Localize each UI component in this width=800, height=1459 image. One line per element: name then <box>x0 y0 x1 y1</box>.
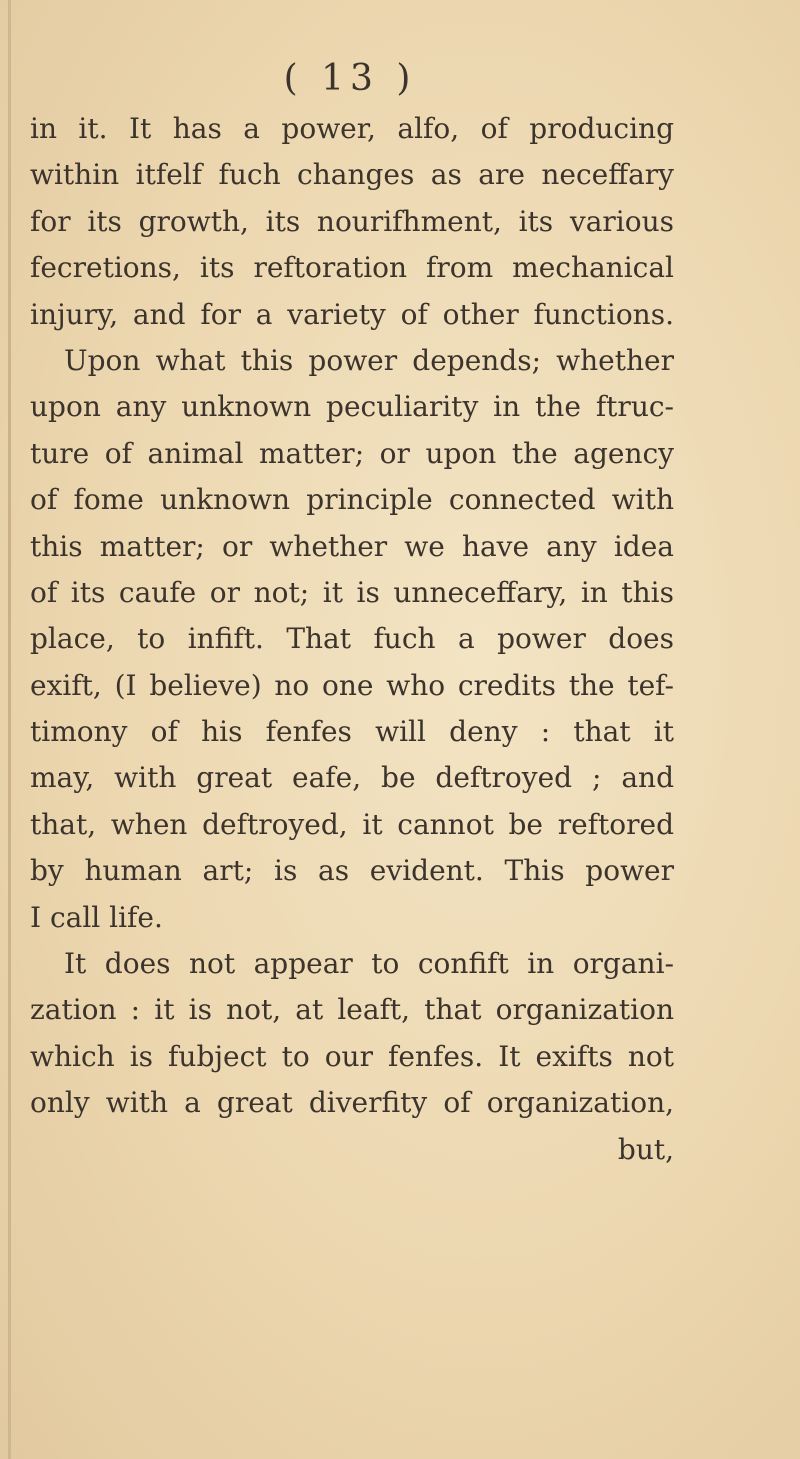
page-binding-edge <box>8 0 11 1459</box>
paragraph-start-line: Upon what this power depends; whether <box>64 343 674 377</box>
text-line: may, with great eafe, be deftroyed ; and <box>30 761 674 795</box>
text-line: that, when deftroyed, it cannot be reftored <box>30 807 674 841</box>
text-line: of its caufe or not; it is unneceffary, in this <box>30 575 674 609</box>
text-line: injury, and for a variety of other functions. <box>30 297 674 331</box>
paragraph-start-line: It does not appear to confift in organi- <box>64 947 674 981</box>
text-line: zation : it is not, at leaft, that organization <box>30 993 674 1027</box>
text-line: within itfelf fuch changes as are neceffary <box>30 158 674 192</box>
text-line: of fome unknown principle connected with <box>30 483 674 517</box>
text-line: exift, (I believe) no one who credits the tef- <box>30 668 674 702</box>
text-line: this matter; or whether we have any idea <box>30 529 674 563</box>
text-line: ture of animal matter; or upon the agency <box>30 436 674 470</box>
text-line: for its growth, its nourifhment, its various <box>30 204 674 238</box>
text-line: timony of his fenfes will deny : that it <box>30 715 674 749</box>
text-line: place, to infift. That fuch a power does <box>30 622 674 656</box>
text-line: upon any unknown peculiarity in the ftruc- <box>30 390 674 424</box>
text-line: by human art; is as evident. This power <box>30 854 674 888</box>
page-number: ( 13 ) <box>283 58 417 99</box>
text-line: in it. It has a power, alfo, of producing <box>30 112 674 145</box>
body-text <box>30 106 674 1173</box>
catchword: but, <box>617 1132 674 1166</box>
text-line: only with a great diverfity of organization, <box>30 1086 674 1120</box>
paragraph-end-line: I call life. <box>30 900 163 934</box>
text-line: fecretions, its reftoration from mechanical <box>30 251 674 285</box>
text-line: which is fubject to our fenfes. It exifts not <box>30 1039 674 1073</box>
